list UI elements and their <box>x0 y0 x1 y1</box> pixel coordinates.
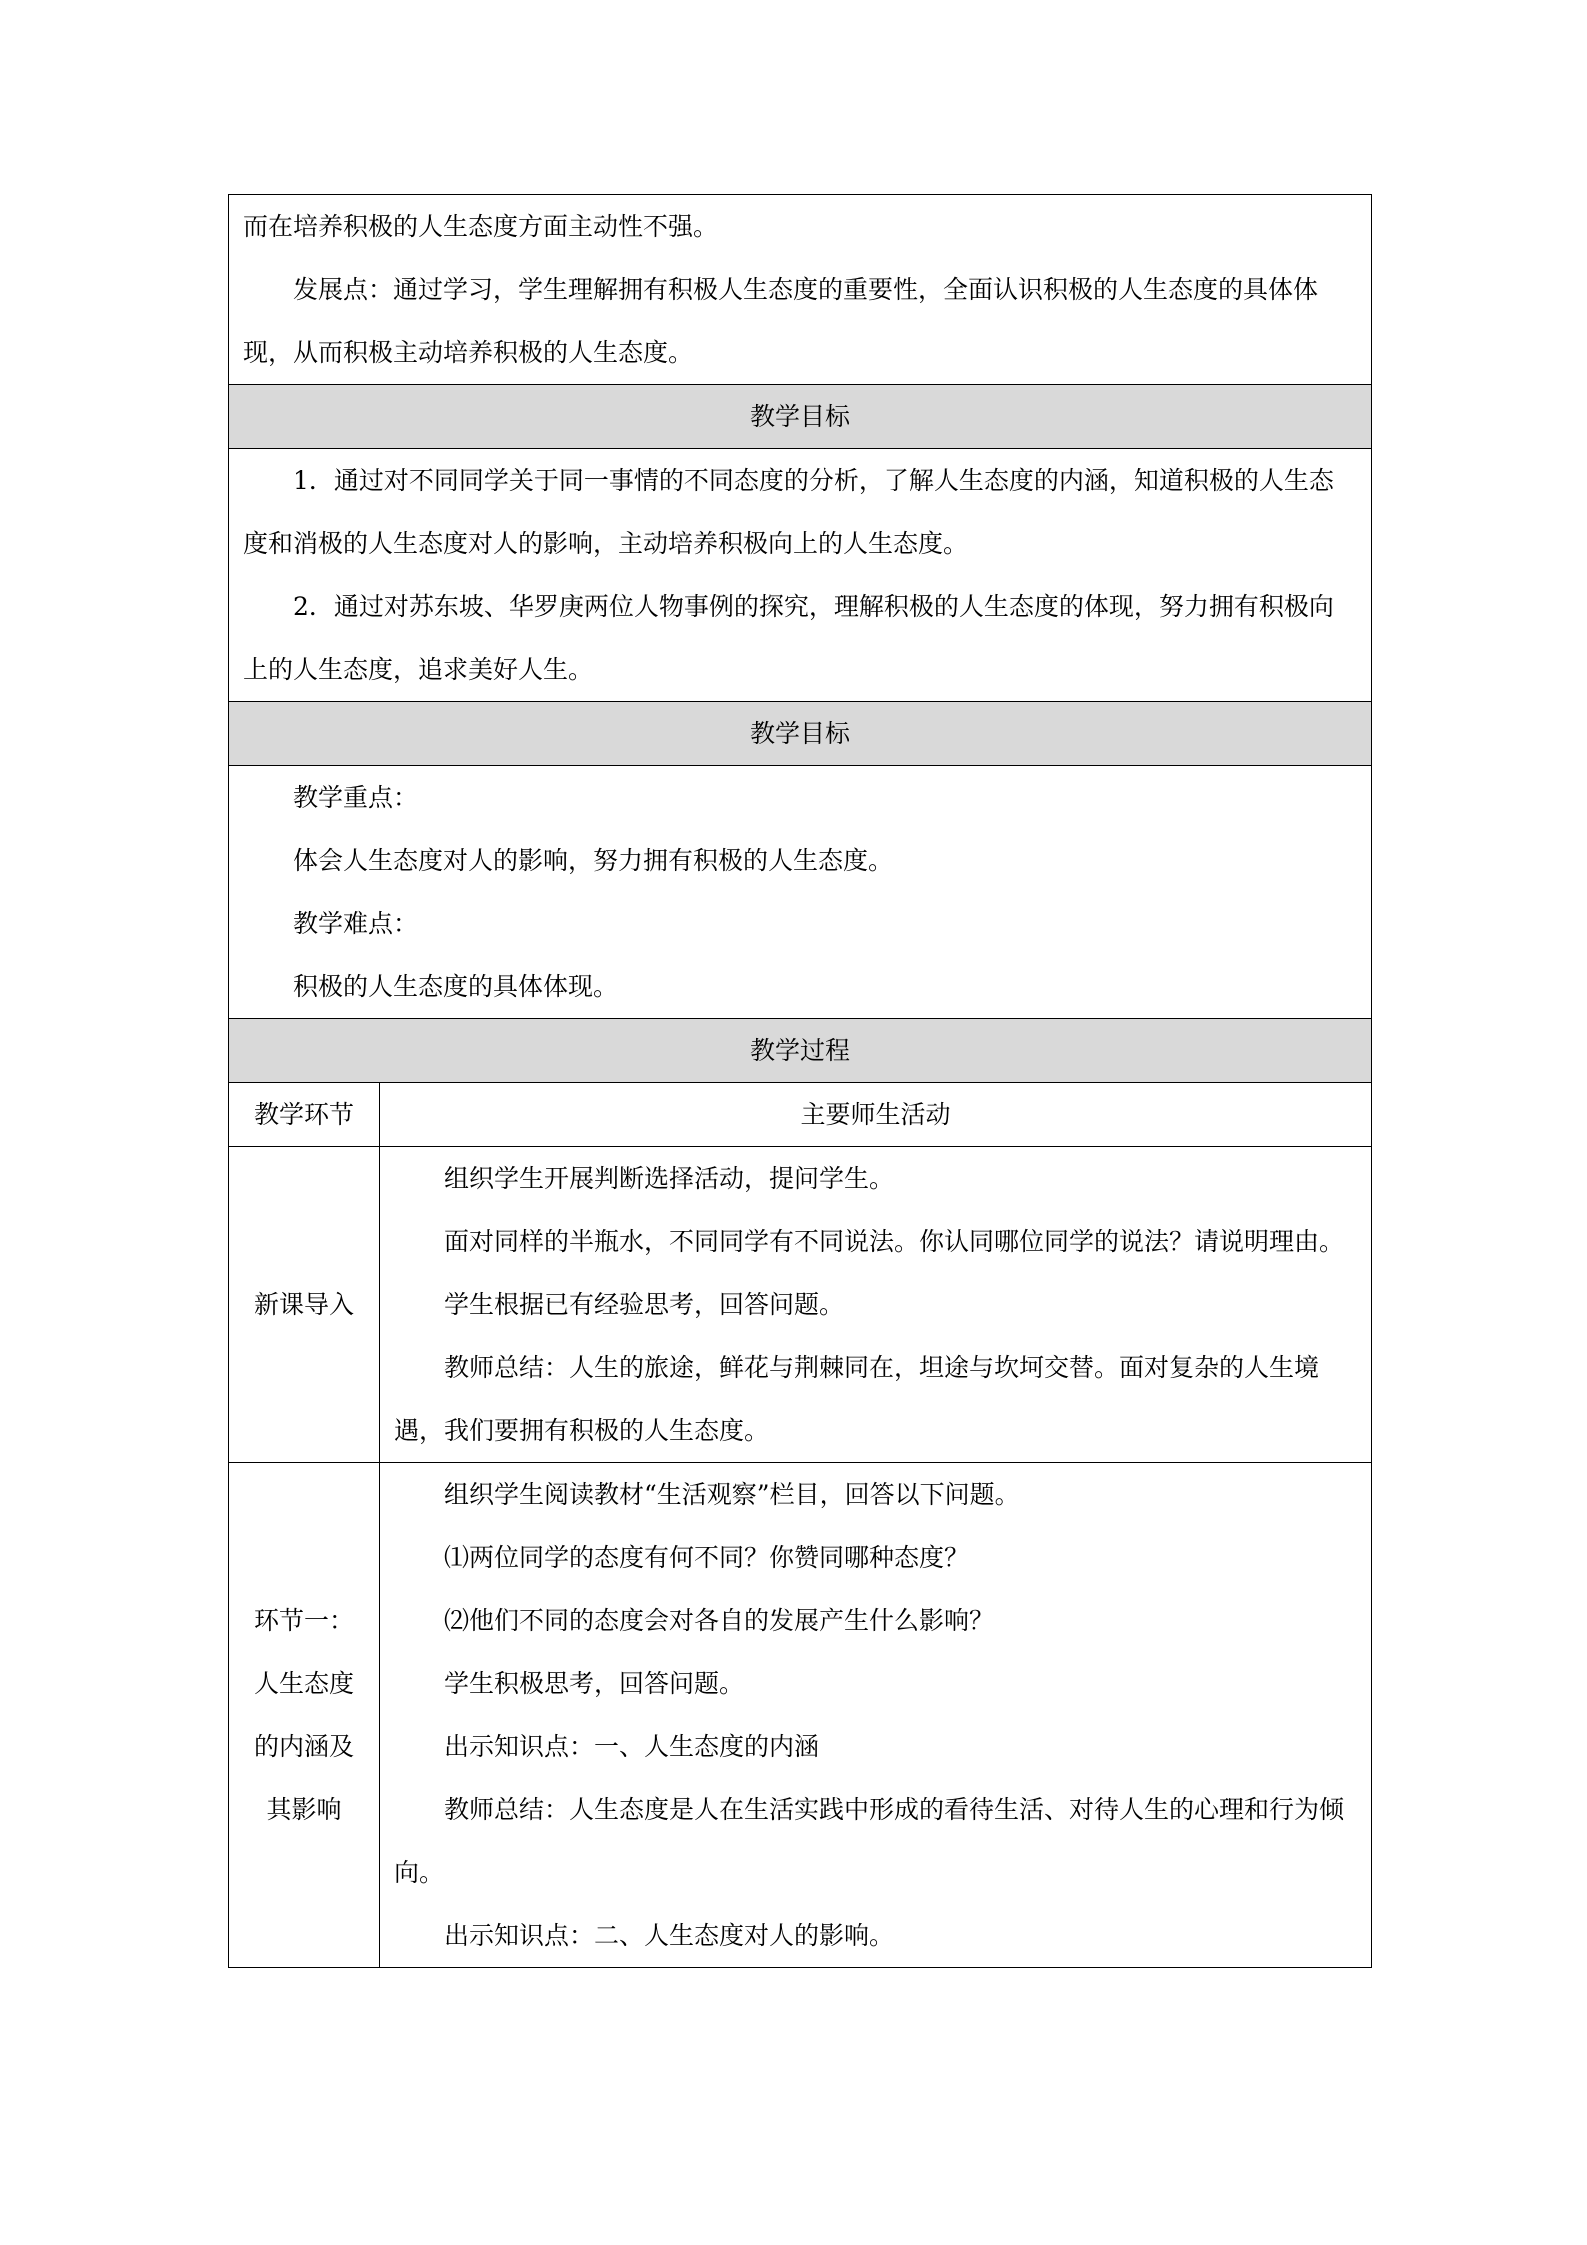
stage-label-line: 的内涵及 <box>253 1732 354 1761</box>
stage-cell <box>229 1147 380 1463</box>
objectives-heading: 教学目标 <box>229 385 1372 449</box>
stage-label-line: 新课导入 <box>253 1290 354 1319</box>
process-row-intro <box>229 1147 1372 1463</box>
activity-paragraph: 学生积极思考，回答问题。 <box>444 1669 745 1698</box>
activity-paragraph: 面对同样的半瓶水，不同同学有不同说法。你认同哪位同学的说法？请说明理由。 <box>444 1227 1345 1256</box>
intro-paragraph-2: 发展点：通过学习，学生理解拥有积极人生态度的重要性，全面认识积极的人生态度的具体体现，从而积极主动培养积极的人生态度。 <box>243 275 1319 367</box>
activity-paragraph: 组织学生阅读教材“生活观察”栏目，回答以下问题。 <box>444 1480 1020 1509</box>
keypoints-row <box>229 766 1372 1019</box>
objectives-cell <box>229 449 1372 702</box>
keypoints-label-difficulty: 教学难点： <box>293 909 419 938</box>
process-header-row <box>229 1019 1372 1083</box>
activity-paragraph: 出示知识点：二、人生态度对人的影响。 <box>444 1921 895 1950</box>
column-header-activity: 主要师生活动 <box>380 1083 1372 1147</box>
activity-paragraph: 学生根据已有经验思考，回答问题。 <box>444 1290 845 1319</box>
objectives-row <box>229 449 1372 702</box>
column-header-stage: 教学环节 <box>229 1083 380 1147</box>
keypoints-header-row <box>229 702 1372 766</box>
stage-label-line: 其影响 <box>266 1795 342 1824</box>
activity-cell <box>380 1147 1372 1463</box>
activity-paragraph: 教师总结：人生态度是人在生活实践中形成的看待生活、对待人生的心理和行为倾向。 <box>394 1795 1345 1887</box>
activity-paragraph: 出示知识点：一、人生态度的内涵 <box>444 1732 820 1761</box>
activity-paragraph: ⑴两位同学的态度有何不同？你赞同哪种态度？ <box>444 1543 970 1572</box>
lesson-plan-table <box>228 194 1372 1968</box>
keypoints-label-focus: 教学重点： <box>293 783 419 812</box>
intro-cell <box>229 195 1372 385</box>
activity-cell <box>380 1463 1372 1968</box>
objectives-header-row <box>229 385 1372 449</box>
keypoints-cell <box>229 766 1372 1019</box>
stage-cell <box>229 1463 380 1968</box>
stage-label-line: 环节一： <box>253 1606 354 1635</box>
objective-item-2: 2．通过对苏东坡、华罗庚两位人物事例的探究，理解积极的人生态度的体现，努力拥有积极向上的人生态度，追求美好人生。 <box>243 592 1334 684</box>
stage-label-line: 人生态度 <box>253 1669 354 1698</box>
intro-row <box>229 195 1372 385</box>
objective-item-1: 1．通过对不同同学关于同一事情的不同态度的分析，了解人生态度的内涵，知道积极的人生态度和消极的人生态度对人的影响，主动培养积极向上的人生态度。 <box>243 466 1334 558</box>
process-row-stage-one <box>229 1463 1372 1968</box>
activity-paragraph: ⑵他们不同的态度会对各自的发展产生什么影响？ <box>444 1606 995 1635</box>
keypoints-focus-text: 体会人生态度对人的影响，努力拥有积极的人生态度。 <box>293 846 894 875</box>
keypoints-difficulty-text: 积极的人生态度的具体体现。 <box>293 972 619 1001</box>
activity-paragraph: 教师总结：人生的旅途，鲜花与荆棘同在，坦途与坎坷交替。面对复杂的人生境遇，我们要拥有积极的人生态度。 <box>394 1353 1320 1445</box>
keypoints-heading: 教学目标 <box>229 702 1372 766</box>
process-column-header-row <box>229 1083 1372 1147</box>
intro-paragraph-1: 而在培养积极的人生态度方面主动性不强。 <box>243 212 719 241</box>
activity-paragraph: 组织学生开展判断选择活动，提问学生。 <box>444 1164 895 1193</box>
process-heading: 教学过程 <box>229 1019 1372 1083</box>
